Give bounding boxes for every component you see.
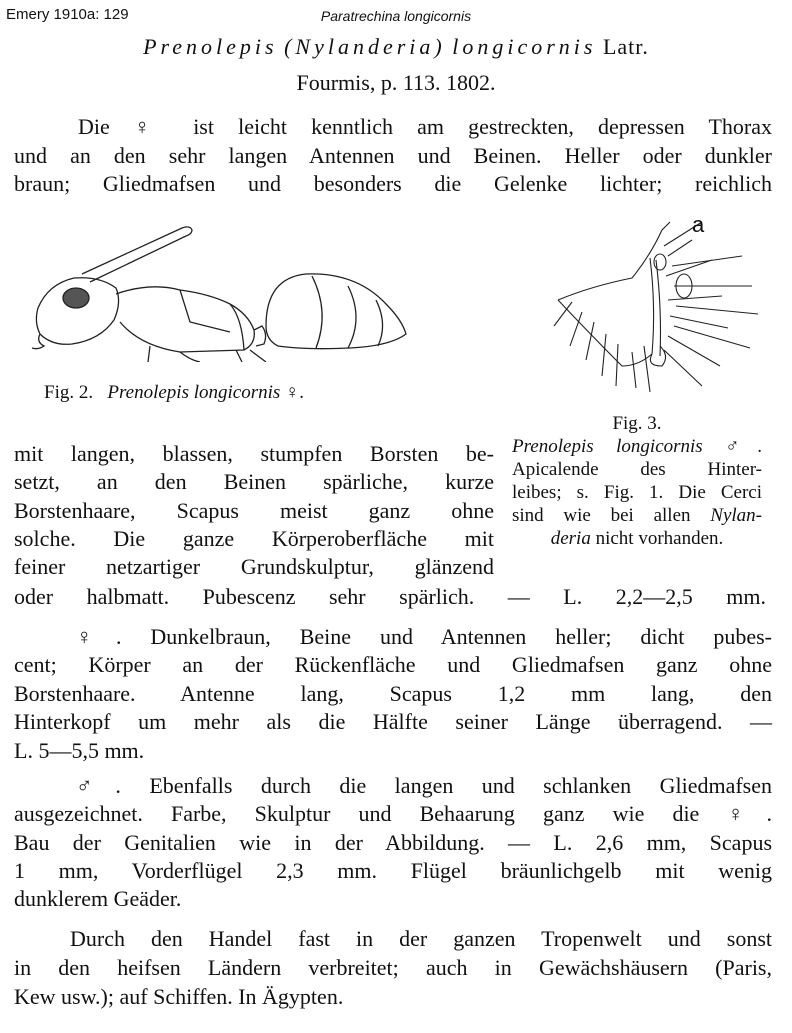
- text-line: dunklerem Geäder.: [14, 886, 182, 911]
- species-header: Paratrechina longicornis: [320, 8, 472, 24]
- source-reference: Emery 1910a: 129: [6, 6, 129, 23]
- text-line: Bau der Genitalien wie in der Abbildung. — L. 2,6 mm, Scapus: [14, 830, 772, 855]
- fig2-label: Fig. 2.: [44, 382, 94, 403]
- text-line: braun; Gliedmafsen und besonders die Gelenke lichter; reichlich: [14, 171, 772, 196]
- title-subgenus: (Nylanderia): [284, 34, 446, 59]
- text-line: Durch den Handel fast in der ganzen Tropenwelt und sonst: [70, 926, 772, 951]
- abdomen-apex-drawing: [552, 216, 772, 396]
- text-line: Hinterkopf um mehr als die Hälfte seiner Länge überragend. —: [14, 709, 772, 734]
- text-line: Die ♀ ist leicht kenntlich am gestreckten, depressen Thorax: [78, 114, 772, 139]
- figure-2-caption: [44, 382, 304, 404]
- text-line: 1 mm, Vorderflügel 2,3 mm. Flügel bräunlichgelb mit wenig: [14, 858, 772, 883]
- figure-3-caption: [512, 412, 762, 550]
- fig3-text: nicht vorhanden.: [590, 528, 724, 549]
- text-line: cent; Körper an der Rückenfläche und Gliedmafsen ganz ohne: [14, 652, 772, 677]
- fig3-caption-line: [512, 527, 762, 550]
- text-line: L. 5—5,5 mm.: [14, 738, 145, 763]
- fig3-genus: Nylan-: [710, 505, 762, 526]
- fig3-sex: ♂.: [725, 436, 763, 457]
- text-line: in den heifsen Ländern verbreitet; auch in Gewächshäusern (Paris,: [14, 955, 772, 980]
- citation: Fourmis, p. 113. 1802.: [296, 70, 496, 95]
- text-line: Borstenhaare, Scapus meist ganz ohne: [14, 498, 494, 523]
- fig3-species: Prenolepis longicornis: [512, 436, 703, 457]
- title-author: Latr.: [602, 34, 649, 59]
- text-line: ♂. Ebenfalls durch die langen und schlanken Gliedmafsen: [76, 773, 772, 798]
- fig3-caption-line: leibes; s. Fig. 1. Die Cerci: [512, 482, 762, 503]
- fig3-caption-line: Apicalende des Hinter-: [512, 459, 762, 480]
- fig3-label: Fig. 3.: [612, 413, 662, 434]
- text-line: solche. Die ganze Körperoberfläche mit: [14, 526, 494, 551]
- fig2-species: Prenolepis longicornis: [107, 382, 281, 403]
- species-title: [0, 34, 792, 60]
- text-line: Borstenhaare. Antenne lang, Scapus 1,2 mm lang, den: [14, 681, 772, 706]
- fig3-caption-line: [512, 504, 762, 527]
- text-line: ausgezeichnet. Farbe, Skulptur und Behaarung ganz wie die ♀.: [14, 801, 772, 826]
- fig3-caption-line: [512, 435, 762, 458]
- fig3-text: sind wie bei allen: [512, 505, 711, 526]
- figure-3-marker-a: a: [692, 212, 705, 237]
- title-species: longicornis: [452, 34, 597, 59]
- text-line: und an den sehr langen Antennen und Beinen. Heller oder dunkler: [14, 143, 772, 168]
- text-line: mit langen, blassen, stumpfen Borsten be-: [14, 441, 494, 466]
- text-line: ♀. Dunkelbraun, Beine und Antennen heller; dicht pubes-: [76, 624, 772, 649]
- text-line: Kew usw.); auf Schiffen. In Ägypten.: [14, 984, 344, 1009]
- text-line: oder halbmatt. Pubescenz sehr spärlich. — L. 2,2—2,5 mm.: [14, 584, 766, 609]
- text-line: setzt, an den Beinen spärliche, kurze: [14, 469, 494, 494]
- fig2-sex: ♀.: [285, 382, 305, 403]
- title-genus: Prenolepis: [143, 34, 278, 59]
- ant-figure-drawing: [30, 222, 420, 362]
- fig3-genus: deria: [550, 528, 591, 549]
- text-line: feiner netzartiger Grundskulptur, glänzend: [14, 554, 494, 579]
